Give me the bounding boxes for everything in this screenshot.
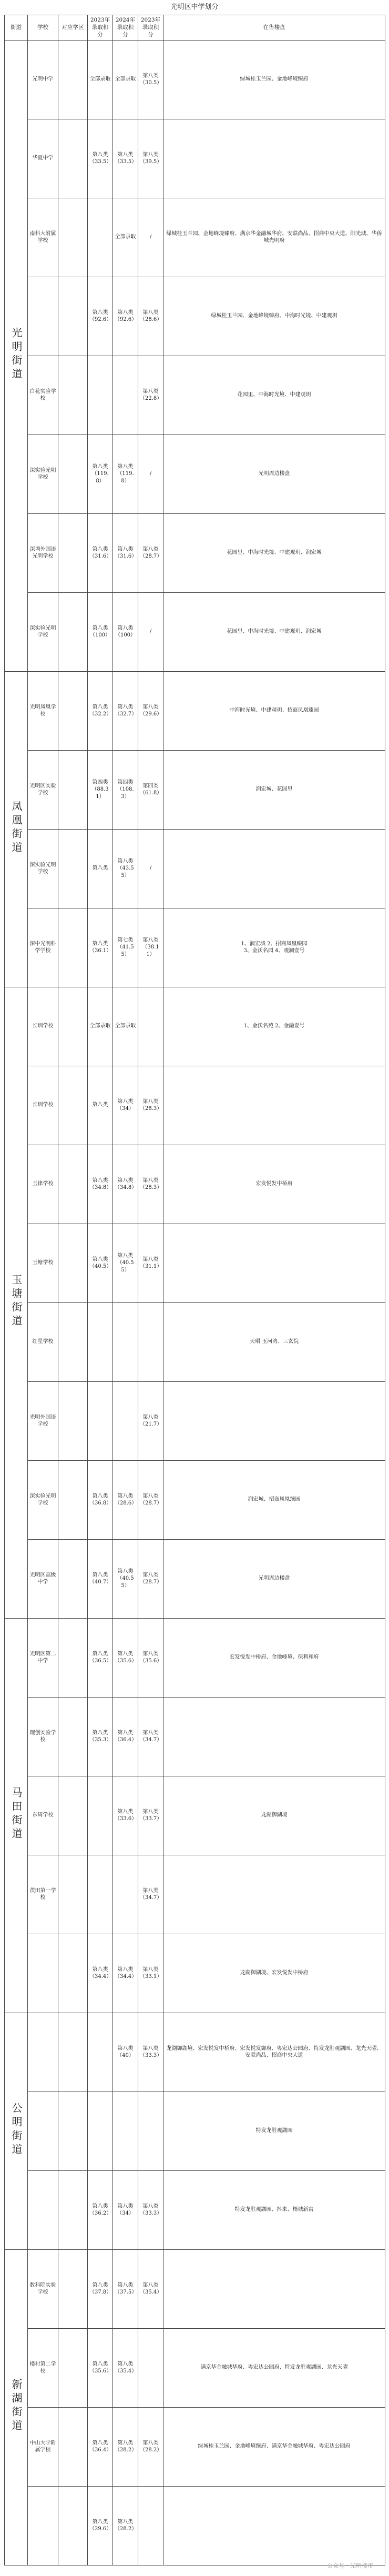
school-name: 东周学校 <box>28 1776 58 1855</box>
column-header: 街道 <box>5 15 28 41</box>
score-2023: 第八类 （29.6） <box>88 2486 113 2565</box>
table-row <box>5 513 385 592</box>
score-2023: 第八类 （33.5） <box>88 119 113 198</box>
score-2023: 第八类 （36.4） <box>88 2407 113 2486</box>
estates-on-sale: 天珺·玉河湾、三玄院 <box>163 1302 385 1381</box>
score-2023-b: 第八类 （34.7） <box>138 1855 163 1934</box>
street-name <box>5 671 28 987</box>
district-area <box>58 40 88 119</box>
score-2023 <box>88 198 113 277</box>
school-name <box>28 2092 58 2170</box>
school-name <box>28 2486 58 2565</box>
school-name: 华夏中学 <box>28 119 58 198</box>
school-name <box>28 2013 58 2092</box>
score-2024: 第八类 （37.5） <box>113 2249 138 2328</box>
score-2023 <box>88 1302 113 1381</box>
table-row <box>5 2249 385 2328</box>
estates-on-sale: 龙湖御湖境、宏发悦发中桥府、宏发悦发御府、粤宏达公园府、特发龙胜观湖园、龙光天曜、安联尚品、招商中央大道 <box>163 2013 385 2092</box>
score-2023-b: 第八类 （28.6） <box>138 277 163 356</box>
district-area <box>58 356 88 435</box>
school-name: 光明区实验学校 <box>28 750 58 829</box>
score-2023-b <box>138 2092 163 2170</box>
district-area <box>58 1618 88 1697</box>
street-label: 光明街道 <box>10 327 23 382</box>
district-area <box>58 513 88 592</box>
school-name: 深圳外国语光明学校 <box>28 513 58 592</box>
table-row <box>5 1618 385 1697</box>
district-area <box>58 1855 88 1934</box>
score-2023-b: 第八类 （33.3） <box>138 2013 163 2092</box>
column-header: 对应学区 <box>58 15 88 41</box>
district-area <box>58 1776 88 1855</box>
score-2023-b: / <box>138 829 163 908</box>
estates-on-sale <box>163 2486 385 2565</box>
school-name: 理创实验学校 <box>28 1697 58 1776</box>
district-area <box>58 1460 88 1539</box>
district-area <box>58 592 88 671</box>
district-area <box>58 750 88 829</box>
column-header: 学校 <box>28 15 58 41</box>
score-2024: 第八类 （40.55） <box>113 1539 138 1618</box>
estates-on-sale <box>163 1224 385 1302</box>
school-name: 光明中学 <box>28 40 58 119</box>
score-2023-b: 第八类 （35.4） <box>138 2249 163 2328</box>
score-2023 <box>88 2092 113 2170</box>
district-area <box>58 908 88 987</box>
district-area <box>58 1066 88 1145</box>
table-row <box>5 987 385 1066</box>
district-area <box>58 2170 88 2249</box>
score-2023: 第八类 （35.6） <box>88 2328 113 2407</box>
score-2024: 第八类 （43.55） <box>113 829 138 908</box>
table-row <box>5 1302 385 1381</box>
score-2023-b: / <box>138 592 163 671</box>
school-district-table <box>4 15 385 2565</box>
table-row <box>5 1855 385 1934</box>
page-title: 光明区中学划分 <box>170 3 219 11</box>
district-area <box>58 2092 88 2170</box>
score-2023-b: 第八类 （30.5） <box>138 40 163 119</box>
score-2023: 第八类 （40.7） <box>88 1539 113 1618</box>
street-name <box>5 2013 28 2249</box>
score-2024: 第八类 （33.5） <box>113 119 138 198</box>
score-2023-b <box>138 2328 163 2407</box>
score-2023: 第八类 （100） <box>88 592 113 671</box>
estates-on-sale <box>163 1381 385 1460</box>
score-2023: 第八类 （34.4） <box>88 1934 113 2013</box>
district-area <box>58 987 88 1066</box>
school-name <box>28 277 58 356</box>
score-2023: 第八类 （36.8） <box>88 1460 113 1539</box>
school-name: 深实验光明学校 <box>28 592 58 671</box>
estates-on-sale <box>163 1697 385 1776</box>
estates-on-sale: 龙湖御湖境、宏发悦发中桥府 <box>163 1934 385 2013</box>
estates-on-sale: 特发龙胜观湖园 <box>163 2092 385 2170</box>
estates-on-sale: 绿城桂玉兰园、金地峰境臻府、满京华金融城华府、粤宏达公园府 <box>163 2407 385 2486</box>
table-row <box>5 1066 385 1145</box>
table-row <box>5 2092 385 2170</box>
column-header: 2023年录取积分 <box>88 15 113 41</box>
score-2024: 第八类 （28.2） <box>113 2407 138 2486</box>
score-2024: 全部录取 <box>113 198 138 277</box>
score-2024: 第八类 （35.4） <box>113 2328 138 2407</box>
street-label: 玉塘街道 <box>10 1274 23 1329</box>
score-2024 <box>113 2092 138 2170</box>
estates-on-sale: 宏发悦发中桥府、金地峰境、保利和府 <box>163 1618 385 1697</box>
table-row <box>5 198 385 277</box>
district-area <box>58 1697 88 1776</box>
district-area <box>58 2013 88 2092</box>
score-2023-b: 第八类 （34.7） <box>138 1697 163 1776</box>
score-2024: 第八类 （34） <box>113 2170 138 2249</box>
estates-on-sale: 绿城桂玉兰园、金地峰境臻府、满京华金融城华府、安联尚品、招商中央大道、阳光城、华侨城光明府 <box>163 198 385 277</box>
street-label: 马田街道 <box>10 1786 23 1842</box>
school-name: 长圳学校 <box>28 987 58 1066</box>
district-area <box>58 1302 88 1381</box>
table-row <box>5 1381 385 1460</box>
table-row <box>5 829 385 908</box>
table-row <box>5 2013 385 2092</box>
street-name <box>5 40 28 671</box>
school-name: 光明外国语学校 <box>28 1381 58 1460</box>
score-2024: 第八类 （32.7） <box>113 671 138 750</box>
score-2023: 全部录取 <box>88 40 113 119</box>
score-2024 <box>113 356 138 435</box>
score-2023-b: 第八类 （28.7） <box>138 1460 163 1539</box>
estates-on-sale: 绿城桂玉兰园、金地峰境臻府 <box>163 40 385 119</box>
district-area <box>58 198 88 277</box>
school-name: 光明区高级中学 <box>28 1539 58 1618</box>
school-name: 深实验光明学校 <box>28 829 58 908</box>
score-2023: 第八类 （36.5） <box>88 1618 113 1697</box>
table-row <box>5 1934 385 2013</box>
score-2024: 第八类 （28.6） <box>113 1460 138 1539</box>
score-2023-b: 第八类 （33.7） <box>138 1776 163 1855</box>
column-header: 2023年录取积分 <box>138 15 163 41</box>
score-2024 <box>113 1855 138 1934</box>
score-2023: 第八类 （36.1） <box>88 908 113 987</box>
school-name: 玉塘学校 <box>28 1224 58 1302</box>
district-area <box>58 2249 88 2328</box>
district-area <box>58 1224 88 1302</box>
score-2023: 全部录取 <box>88 987 113 1066</box>
table-row <box>5 1460 385 1539</box>
score-2024: 第八类 （119.8） <box>113 435 138 513</box>
score-2024: 全部录取 <box>113 987 138 1066</box>
score-2023: 第八类 （37.8） <box>88 2249 113 2328</box>
score-2023-b <box>138 2486 163 2565</box>
school-name: 白花实验学校 <box>28 356 58 435</box>
street-name <box>5 2249 28 2565</box>
score-2023-b: 第八类 （31.1） <box>138 1224 163 1302</box>
estates-on-sale: 润宏城、招商凤凰臻园 <box>163 1460 385 1539</box>
district-area <box>58 2407 88 2486</box>
score-2023 <box>88 1776 113 1855</box>
score-2024: 第八类 （31.6） <box>113 513 138 592</box>
estates-on-sale: 花园里、中海时光境、中建观玥 <box>163 356 385 435</box>
table-body <box>5 40 385 2565</box>
school-name: 长圳学校 <box>28 1066 58 1145</box>
school-name: 茨田第一学校 <box>28 1855 58 1934</box>
score-2024: 第八类 （40.55） <box>113 1224 138 1302</box>
table-row <box>5 592 385 671</box>
estates-on-sale <box>163 119 385 198</box>
school-name: 光明凤凰学校 <box>28 671 58 750</box>
estates-on-sale <box>163 829 385 908</box>
school-name: 楼村第二学校 <box>28 2328 58 2407</box>
score-2023-b: / <box>138 435 163 513</box>
score-2024: 第八类 （100） <box>113 592 138 671</box>
score-2023-b: 第八类 （29.6） <box>138 671 163 750</box>
street-label: 凤凰街道 <box>10 800 23 855</box>
estates-on-sale: 满京华金融城华府、粤宏达公园府、特发龙胜观湖园、龙光天曜 <box>163 2328 385 2407</box>
school-name: 数科院实验学校 <box>28 2249 58 2328</box>
estates-on-sale <box>163 2249 385 2328</box>
score-2024: 第四类 （108.3） <box>113 750 138 829</box>
estates-on-sale: 龙湖御湖境 <box>163 1776 385 1855</box>
score-2023: 第八类 （35.3） <box>88 1697 113 1776</box>
score-2023 <box>88 1381 113 1460</box>
district-area <box>58 1539 88 1618</box>
score-2023-b: 第八类 （28.7） <box>138 1539 163 1618</box>
table-row <box>5 1145 385 1224</box>
table-row <box>5 2328 385 2407</box>
score-2023: 第八类 <box>88 829 113 908</box>
school-name: 南科大附属学校 <box>28 198 58 277</box>
estates-on-sale: 光明周边楼盘 <box>163 435 385 513</box>
score-2024 <box>113 1381 138 1460</box>
score-2023-b: 第八类 （33.1） <box>138 1934 163 2013</box>
estates-on-sale <box>163 1066 385 1145</box>
estates-on-sale: 光明周边楼盘 <box>163 1539 385 1618</box>
table-header <box>5 15 385 41</box>
table-row <box>5 40 385 119</box>
score-2023-b: 第八类 （28.3） <box>138 1066 163 1145</box>
table-row <box>5 119 385 198</box>
estates-on-sale: 润宏城、花园里 <box>163 750 385 829</box>
street-label: 公明街道 <box>10 2102 23 2157</box>
score-2023: 第八类 （40.5） <box>88 1224 113 1302</box>
district-area <box>58 1934 88 2013</box>
district-area <box>58 435 88 513</box>
district-area <box>58 2328 88 2407</box>
estates-on-sale: 中海时光境、中建观玥、招商凤凰臻园 <box>163 671 385 750</box>
table-row <box>5 2486 385 2565</box>
district-area <box>58 1381 88 1460</box>
score-2023-b <box>138 1302 163 1381</box>
score-2024: 全部录取 <box>113 40 138 119</box>
table-row <box>5 671 385 750</box>
column-header: 在售楼盘 <box>163 15 385 41</box>
score-2023: 第八类 <box>88 1066 113 1145</box>
score-2024: 第八类 （28.2） <box>113 2486 138 2565</box>
footer-watermark: 公众号 · 光明楼市 <box>327 2562 373 2569</box>
school-name: 深中光明科学学校 <box>28 908 58 987</box>
estates-on-sale: 特发龙胜观湖园、抖来、梧城新寓 <box>163 2170 385 2249</box>
score-2024: 第八类 （34.4） <box>113 1934 138 2013</box>
score-2023: 第八类 （32.2） <box>88 671 113 750</box>
school-name: 深实验光明学校 <box>28 435 58 513</box>
table-row <box>5 2170 385 2249</box>
score-2023-b: 第八类 （33.3） <box>138 2170 163 2249</box>
score-2023-b: 第八类 （39.5） <box>138 119 163 198</box>
school-name: 深实验光明学校 <box>28 1460 58 1539</box>
table-row <box>5 1697 385 1776</box>
score-2023-b: 第四类 （61.8） <box>138 750 163 829</box>
estates-on-sale: 1、金沃名苑 2、金融壹号 <box>163 987 385 1066</box>
score-2023: 第八类 （119.8） <box>88 435 113 513</box>
score-2024: 第八类 （36.4） <box>113 1697 138 1776</box>
street-label: 新湖街道 <box>10 2378 23 2433</box>
district-area <box>58 829 88 908</box>
score-2023: 第八类 （34.8） <box>88 1145 113 1224</box>
table-row <box>5 277 385 356</box>
score-2023: 第四类 （88.31） <box>88 750 113 829</box>
score-2023-b: / <box>138 198 163 277</box>
score-2023: 第八类 （36.2） <box>88 2170 113 2249</box>
table-row <box>5 908 385 987</box>
score-2023-b: 第八类 （28.2） <box>138 2407 163 2486</box>
table-row <box>5 1539 385 1618</box>
school-name <box>28 1934 58 2013</box>
estates-on-sale: 宏发悦发中桥府 <box>163 1145 385 1224</box>
district-area <box>58 671 88 750</box>
score-2023: 第八类 （92.6） <box>88 277 113 356</box>
score-2023-b: 第八类 （21.7） <box>138 1381 163 1460</box>
estates-on-sale: 绿城桂玉兰园、金地峰境臻府、中海时光境、中建观玥 <box>163 277 385 356</box>
table-row <box>5 1224 385 1302</box>
estates-on-sale <box>163 1855 385 1934</box>
district-area <box>58 119 88 198</box>
score-2023-b: 第八类 （35.6） <box>138 1618 163 1697</box>
score-2023-b: 第八类 （38.11） <box>138 908 163 987</box>
score-2023: 第八类 （31.6） <box>88 513 113 592</box>
score-2024 <box>113 1302 138 1381</box>
street-name <box>5 1618 28 2013</box>
estates-on-sale: 1、润宏城 2、招商凤凰臻园 3、金沃名园 4、观澜壹号 <box>163 908 385 987</box>
school-name: 红星学校 <box>28 1302 58 1381</box>
table-row <box>5 1776 385 1855</box>
school-name <box>28 2170 58 2249</box>
table-row <box>5 435 385 513</box>
score-2023-b: 第八类 （28.3） <box>138 1145 163 1224</box>
street-name <box>5 987 28 1618</box>
school-name: 中山大学附属学校 <box>28 2407 58 2486</box>
score-2024: 第八类 （33.6） <box>113 1776 138 1855</box>
score-2024: 第八类 （35.6） <box>113 1618 138 1697</box>
score-2023 <box>88 1855 113 1934</box>
school-name: 光明区第二中学 <box>28 1618 58 1697</box>
score-2024: 第八类 （92.6） <box>113 277 138 356</box>
score-2024: 第七类 （41.55） <box>113 908 138 987</box>
score-2024: 第八类 （34） <box>113 1066 138 1145</box>
district-area <box>58 2486 88 2565</box>
estates-on-sale: 花园里、中海时光境、中建观玥、润宏城 <box>163 592 385 671</box>
score-2023-b: 第八类 （28.7） <box>138 513 163 592</box>
district-area <box>58 1145 88 1224</box>
score-2023-b: 第八类 （22.8） <box>138 356 163 435</box>
score-2023 <box>88 356 113 435</box>
table-row <box>5 356 385 435</box>
estates-on-sale: 花园里、中海时光境、中建观玥、润宏城 <box>163 513 385 592</box>
score-2023-b <box>138 987 163 1066</box>
district-area <box>58 277 88 356</box>
table-row <box>5 750 385 829</box>
school-name: 玉律学校 <box>28 1145 58 1224</box>
score-2024: 第八类 （40） <box>113 2013 138 2092</box>
column-header: 2024年录取积分 <box>113 15 138 41</box>
table-row <box>5 2407 385 2486</box>
score-2023 <box>88 2013 113 2092</box>
score-2024: 第八类 （34.8） <box>113 1145 138 1224</box>
